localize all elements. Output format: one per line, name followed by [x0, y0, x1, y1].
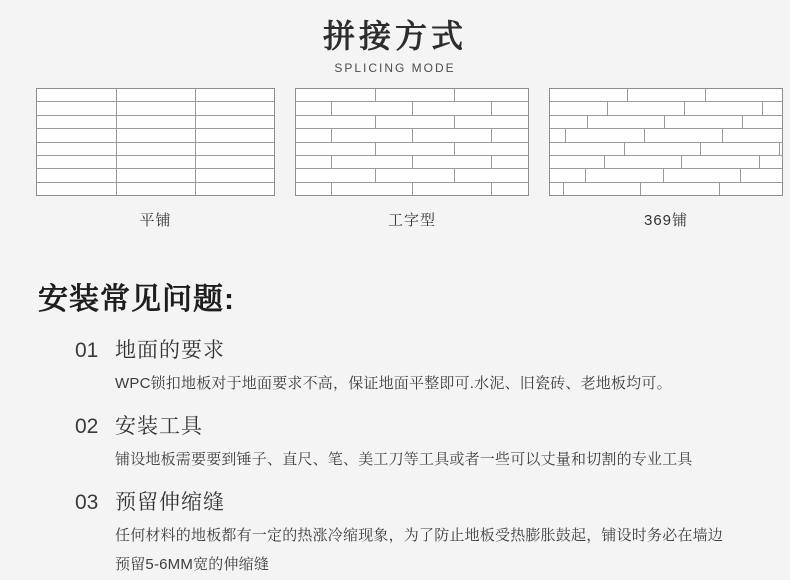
plank-joint	[116, 89, 117, 101]
plank-joint	[375, 169, 376, 181]
faq-item-title-line	[75, 411, 790, 442]
plank-row	[550, 101, 782, 114]
plank-joint	[663, 169, 664, 181]
faq-item-title: 地面的要求	[115, 339, 225, 362]
plank-row	[296, 182, 528, 195]
plank-row	[550, 128, 782, 141]
diagram-brick-bond-grid	[295, 88, 529, 196]
page-subtitle: SPLICING MODE	[334, 61, 456, 75]
plank-joint	[627, 89, 628, 101]
plank-joint	[705, 89, 706, 101]
plank-row	[37, 89, 274, 101]
plank-joint	[195, 156, 196, 168]
splicing-diagrams	[0, 88, 790, 230]
plank-row	[296, 89, 528, 101]
plank-joint	[195, 89, 196, 101]
diagram-flat-lay	[36, 88, 275, 230]
faq-item-number: 02	[75, 415, 99, 438]
diagram-flat-lay-grid	[36, 88, 275, 196]
plank-joint	[454, 169, 455, 181]
plank-joint	[116, 116, 117, 128]
faq-item-expansion-gap	[75, 487, 790, 579]
plank-row	[550, 89, 782, 101]
plank-row	[296, 128, 528, 141]
plank-row	[37, 142, 274, 155]
plank-joint	[331, 129, 332, 141]
plank-joint	[195, 183, 196, 195]
plank-joint	[491, 156, 492, 168]
plank-row	[37, 182, 274, 195]
plank-joint	[491, 102, 492, 114]
plank-joint	[624, 143, 625, 155]
faq-heading: 安装常见问题:	[38, 283, 235, 316]
plank-joint	[331, 102, 332, 114]
plank-joint	[116, 102, 117, 114]
plank-joint	[740, 169, 741, 181]
plank-joint	[563, 183, 564, 195]
plank-joint	[331, 156, 332, 168]
plank-row	[296, 142, 528, 155]
diagram-369-lay-label: 369铺	[643, 212, 689, 229]
plank-joint	[195, 102, 196, 114]
plank-joint	[331, 183, 332, 195]
plank-joint	[412, 129, 413, 141]
plank-joint	[195, 143, 196, 155]
plank-row	[37, 155, 274, 168]
plank-joint	[116, 156, 117, 168]
plank-row	[37, 101, 274, 114]
faq-item-number: 03	[75, 491, 99, 514]
plank-row	[550, 115, 782, 128]
plank-joint	[684, 102, 685, 114]
faq-item-title: 安装工具	[115, 415, 203, 438]
plank-row	[550, 182, 782, 195]
plank-joint	[664, 116, 665, 128]
faq-item-title-line	[75, 487, 790, 518]
faq-item-title: 预留伸缩缝	[115, 491, 225, 514]
plank-joint	[700, 143, 701, 155]
plank-joint	[195, 129, 196, 141]
plank-row	[296, 101, 528, 114]
plank-joint	[195, 116, 196, 128]
plank-joint	[565, 129, 566, 141]
plank-joint	[375, 89, 376, 101]
faq-item-number: 01	[75, 339, 99, 362]
plank-joint	[640, 183, 641, 195]
plank-joint	[412, 156, 413, 168]
plank-row	[296, 115, 528, 128]
plank-joint	[412, 102, 413, 114]
plank-joint	[585, 169, 586, 181]
plank-joint	[681, 156, 682, 168]
plank-row	[37, 115, 274, 128]
plank-joint	[779, 143, 780, 155]
plank-row	[550, 168, 782, 181]
plank-row	[550, 155, 782, 168]
plank-joint	[491, 183, 492, 195]
plank-joint	[644, 129, 645, 141]
diagram-brick-bond	[295, 88, 529, 230]
plank-joint	[195, 169, 196, 181]
faq-section	[0, 282, 790, 579]
plank-joint	[762, 102, 763, 114]
splicing-header	[0, 0, 790, 75]
plank-joint	[604, 156, 605, 168]
faq-item-install-tools	[75, 411, 790, 474]
diagram-369-lay	[549, 88, 783, 230]
plank-row	[296, 155, 528, 168]
plank-joint	[454, 89, 455, 101]
page-title: 拼接方式	[322, 18, 467, 54]
plank-row	[296, 168, 528, 181]
plank-joint	[116, 169, 117, 181]
plank-row	[37, 168, 274, 181]
diagram-369-lay-grid	[549, 88, 783, 196]
plank-joint	[375, 143, 376, 155]
plank-joint	[759, 156, 760, 168]
plank-joint	[116, 143, 117, 155]
faq-item-body: 任何材料的地板都有一定的热涨冷缩现象，为了防止地板受热膨胀鼓起，铺设时务必在墙边预留5-6MM宽的伸缩缝	[115, 527, 724, 573]
diagram-flat-lay-label: 平铺	[139, 212, 172, 229]
plank-joint	[375, 116, 376, 128]
plank-joint	[116, 129, 117, 141]
diagram-brick-bond-label: 工字型	[387, 212, 436, 229]
plank-joint	[587, 116, 588, 128]
plank-joint	[742, 116, 743, 128]
faq-item-body: WPC锁扣地板对于地面要求不高，保证地面平整即可.水泥、旧瓷砖、老地板均可。	[115, 375, 672, 392]
faq-item-body: 铺设地板需要要到锤子、直尺、笔、美工刀等工具或者一些可以丈量和切割的专业工具	[115, 451, 693, 468]
faq-item-title-line	[75, 335, 790, 366]
plank-row	[37, 128, 274, 141]
plank-joint	[116, 183, 117, 195]
faq-item-ground-requirement	[75, 335, 790, 398]
plank-joint	[722, 129, 723, 141]
plank-joint	[454, 143, 455, 155]
plank-joint	[491, 129, 492, 141]
plank-joint	[454, 116, 455, 128]
plank-joint	[607, 102, 608, 114]
plank-joint	[719, 183, 720, 195]
plank-row	[550, 142, 782, 155]
plank-joint	[412, 183, 413, 195]
faq-items	[38, 335, 790, 579]
